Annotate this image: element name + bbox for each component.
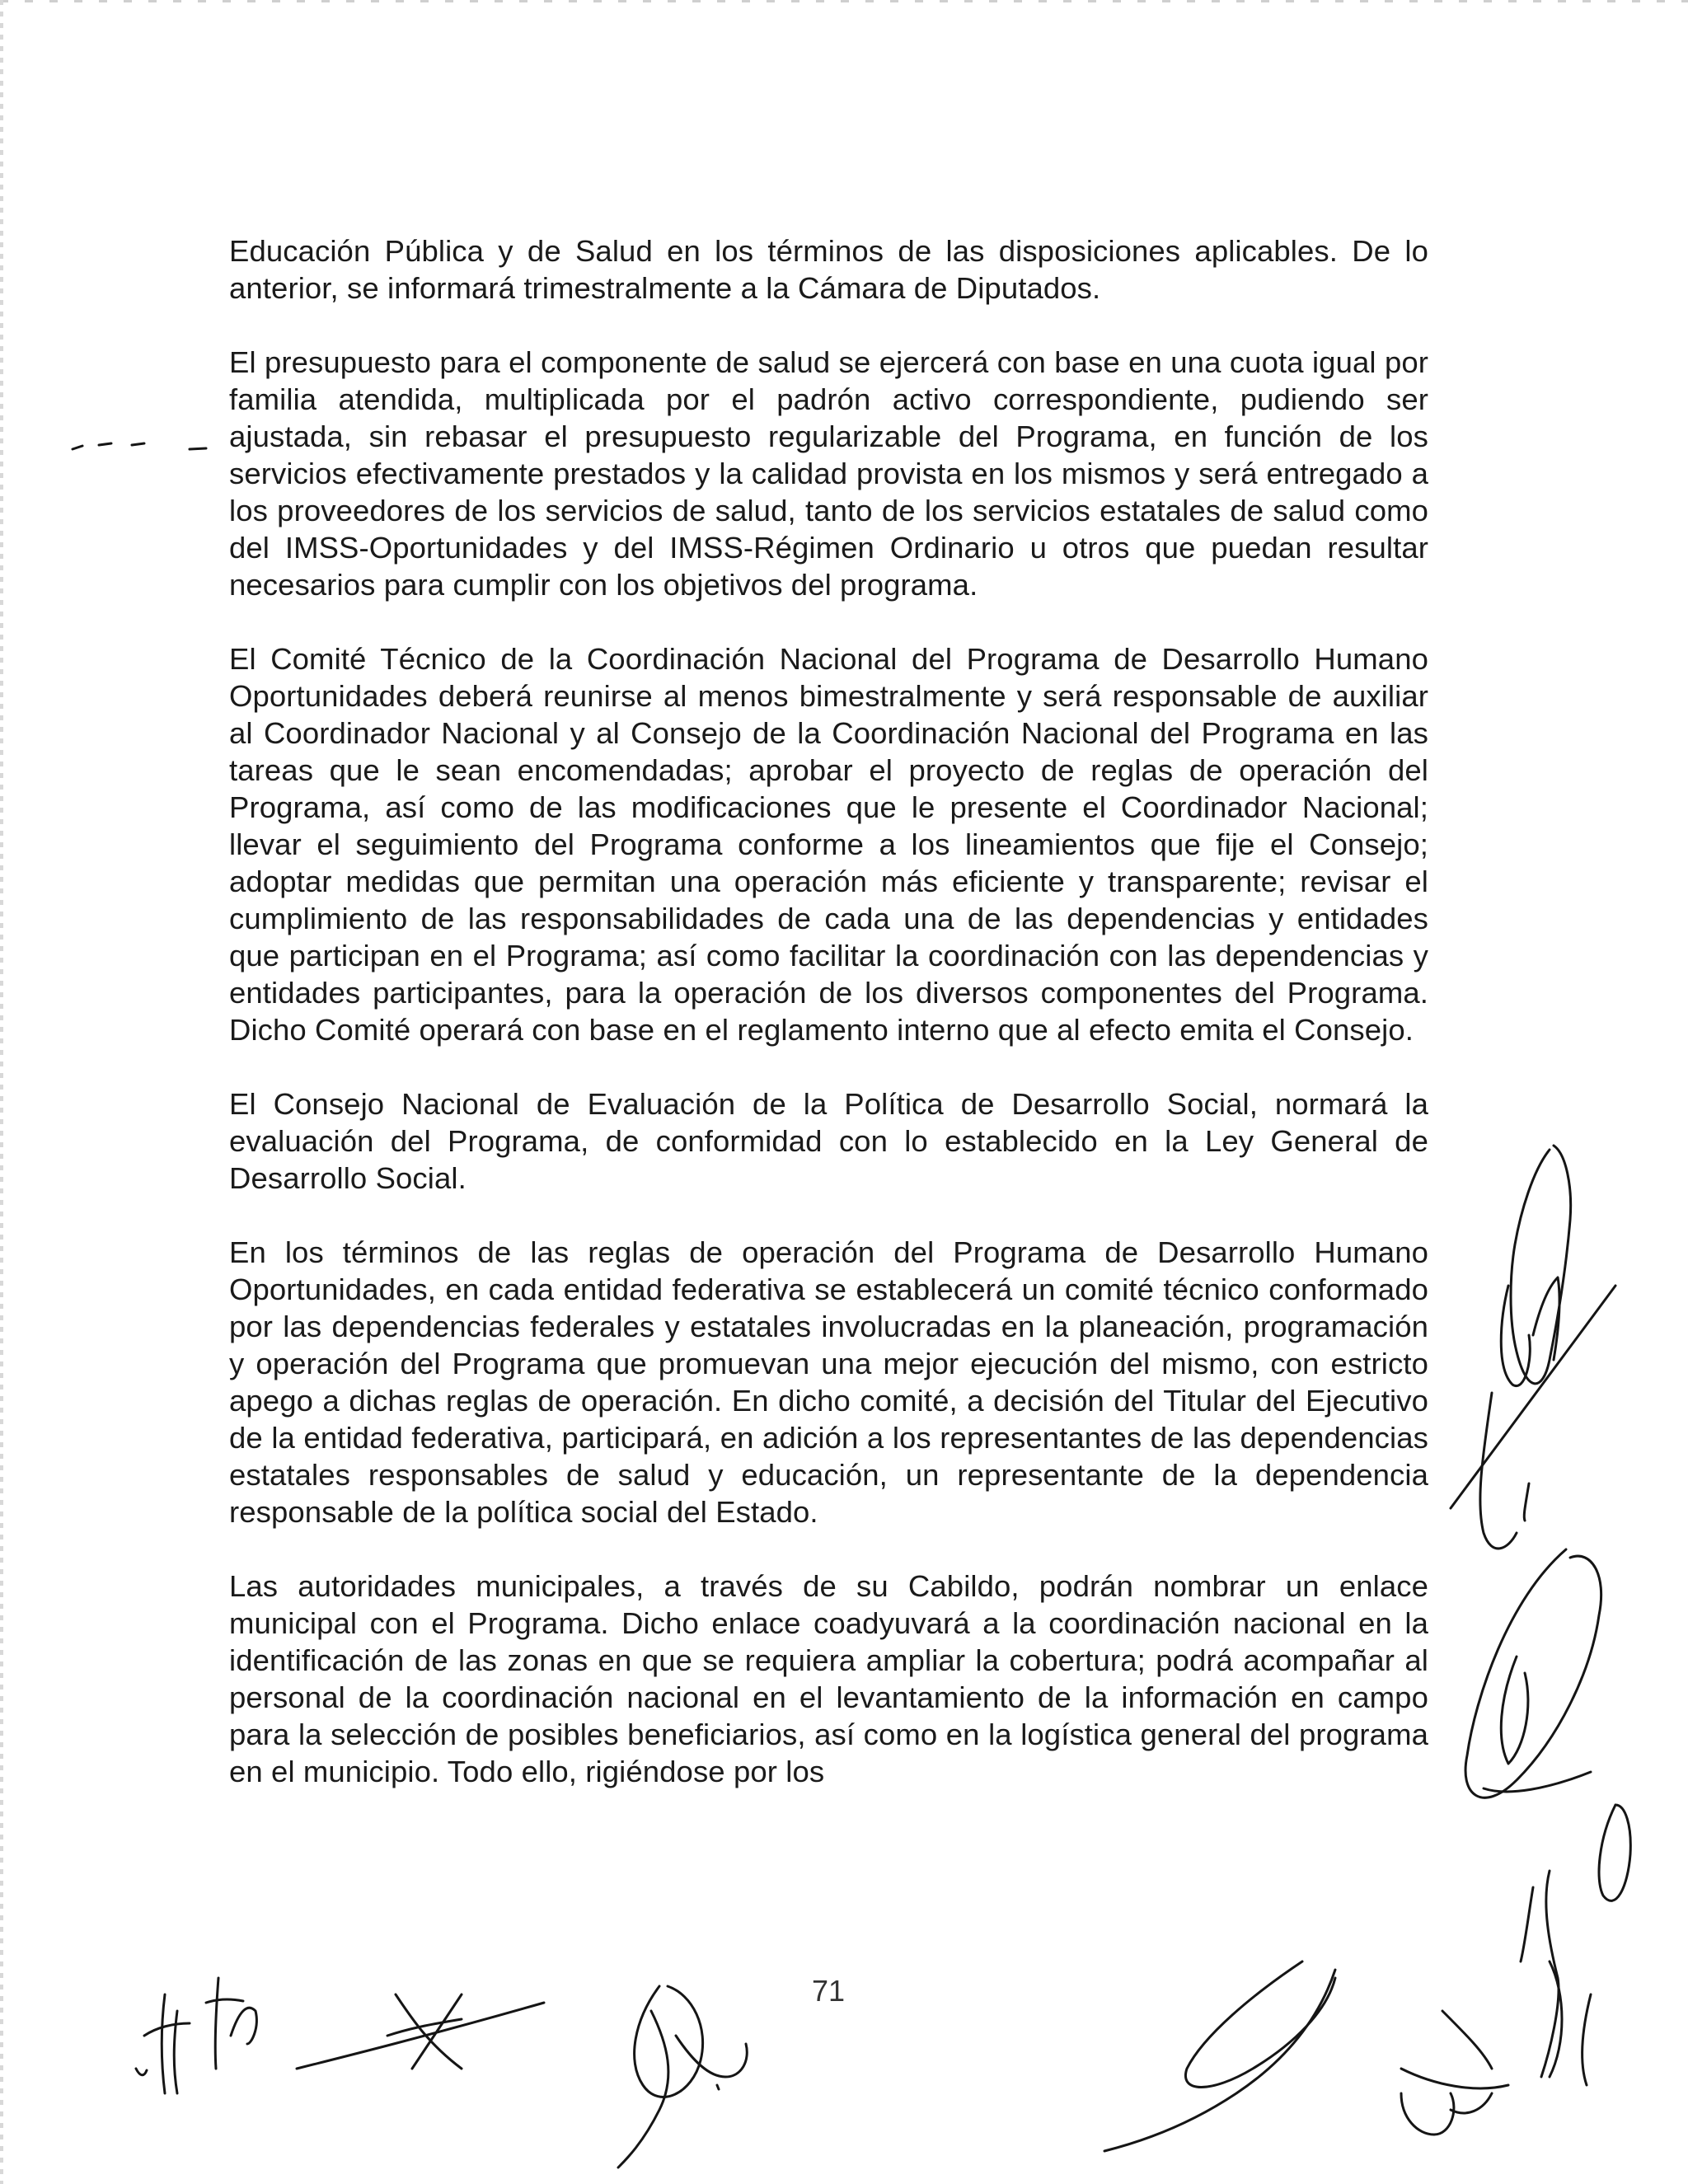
scan-left-edge — [0, 0, 3, 2184]
signature-right-upper — [1451, 1146, 1615, 1549]
signature-bottom-center — [618, 1986, 747, 2168]
signature-right-middle — [1465, 1549, 1601, 1797]
paragraph-3: El Comité Técnico de la Coordinación Nacional del Programa de Desarrollo Humano Oportunidades deberá reunirse al menos bimestralmente y será responsable de auxiliar al Coordinador Nacional y al Consejo de la Coordinación Nacional del Programa en las tareas que le sean encomendadas; aprobar el proyecto de reglas de operación del Programa, así como de las modificaciones que le presente el Coordinador Nacional; llevar el seguimiento del Programa conforme a los lineamientos que fije el Consejo; adoptar medidas que permitan una operación más eficiente y transparente; revisar el cumplimiento de las responsabilidades de cada una de las dependencias y entidades que participan en el Programa; así como facilitar la coordinación con las dependencias y entidades participantes, para la operación de los diversos componentes del Programa. Dicho Comité operará con base en el reglamento interno que al efecto emita el Consejo. — [229, 642, 1428, 1047]
signature-bottom-center-right — [1104, 1961, 1492, 2151]
page-number: 71 — [812, 1974, 846, 2008]
scan-top-edge — [0, 0, 1688, 2]
paragraph-6: Las autoridades municipales, a través de su Cabildo, podrán nombrar un enlace municipal con el Programa. Dicho enlace coadyuvará a la coordinación nacional en la identificación de las zonas en que se requiera ampliar la cobertura; podrá acompañar al personal de la coordinación nacional en el levantamiento de la información en campo para la selección de posibles beneficiarios, así como en la logística general del programa en el municipio. Todo ello, rigiéndose por los — [229, 1569, 1428, 1788]
signature-right-lower — [1401, 1805, 1630, 2088]
paragraph-5: En los términos de las reglas de operación del Programa de Desarrollo Humano Oportunidades, en cada entidad federativa se establecerá un comité técnico conformado por las dependencias federales y estatales involucradas en la planeación, programación y operación del Programa que promuevan una mejor ejecución del mismo, con estricto apego a dichas reglas de operación. En dicho comité, a decisión del Titular del Ejecutivo de la entidad federativa, participará, en adición a los representantes de las dependencias estatales responsables de salud y educación, un representante de la dependencia responsable de la política social del Estado. — [229, 1235, 1428, 1529]
signature-bottom-left-middle — [297, 1994, 544, 2069]
signature-bottom-left — [136, 1978, 256, 2093]
scan-marks — [73, 443, 206, 449]
body-text — [229, 232, 1428, 1790]
paragraph-1: Educación Pública y de Salud en los términos de las disposiciones aplicables. De lo anterior, se informará trimestralmente a la Cámara de Diputados. — [229, 234, 1428, 305]
paragraph-4: El Consejo Nacional de Evaluación de la Política de Desarrollo Social, normará la evaluación del Programa, de conformidad con lo establecido en la Ley General de Desarrollo Social. — [229, 1087, 1428, 1195]
paragraph-2: El presupuesto para el componente de salud se ejercerá con base en una cuota igual por familia atendida, multiplicada por el padrón activo correspondiente, pudiendo ser ajustada, sin rebasar el presupuesto regularizable del Programa, en función de los servicios efectivamente prestados y la calidad provista en los mismos y será entregado a los proveedores de los servicios de salud, tanto de los servicios estatales de salud como del IMSS-Oportunidades y del IMSS-Régimen Ordinario u otros que puedan resultar necesarios para cumplir con los objetivos del programa. — [229, 345, 1428, 602]
